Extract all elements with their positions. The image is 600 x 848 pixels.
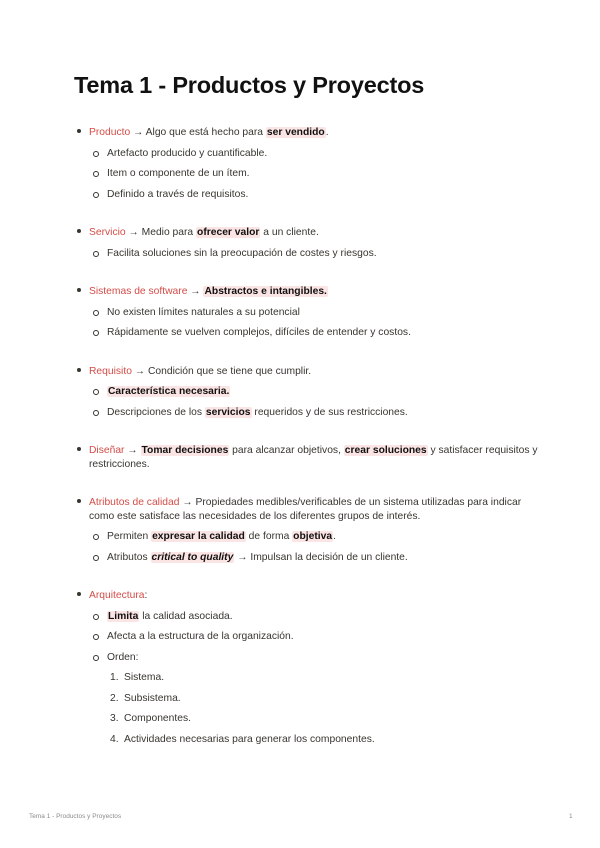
producto-strong: ser vendido — [266, 127, 325, 138]
term-servicio: Servicio — [89, 227, 126, 238]
list-item: Facilita soluciones sin la preocupación de costes y riesgos. — [89, 243, 544, 264]
arquitectura-order-list — [107, 667, 544, 749]
list-item: Definido a través de requisitos. — [89, 184, 544, 205]
list-item: Item o componente de un ítem. — [89, 163, 544, 184]
atributos-item1-strong1: expresar la calidad — [152, 531, 245, 542]
section-requisito — [74, 363, 544, 423]
section-disenar — [74, 442, 544, 474]
sistemas-sublist — [89, 302, 544, 343]
list-item: No existen límites naturales a su potencial — [89, 302, 544, 323]
producto-end: . — [325, 127, 329, 138]
order-text: Actividades necesarias para generar los componentes. — [124, 733, 375, 745]
list-item: Rápidamente se vuelven complejos, difíciles de entender y costos. — [89, 322, 544, 343]
disenar-mid1: para alcanzar objetivos, — [229, 445, 344, 456]
order-number: 3. — [110, 713, 119, 724]
term-sistemas: Sistemas de software — [89, 286, 188, 297]
atributos-definition: → Propiedades medibles/verificables de un sistema utilizadas para indicar como este satisface las necesidades de los diferentes grupos de interés. — [89, 497, 522, 522]
atributos-item2-em: critical to quality — [151, 551, 234, 563]
atributos-item1-strong2: objetiva — [293, 531, 333, 542]
term-requisito: Requisito — [89, 365, 132, 377]
requisito-sublist — [89, 381, 544, 422]
ordered-item — [107, 667, 544, 688]
servicio-end: a un cliente. — [260, 227, 319, 238]
order-number: 1. — [110, 672, 119, 683]
order-text: Subsistema. — [124, 692, 181, 704]
disenar-strong1: Tomar decisiones — [141, 445, 229, 456]
arquitectura-orden-label: Orden: — [107, 651, 139, 663]
footer-title: Tema 1 - Productos y Proyectos — [29, 813, 122, 820]
atributos-item2-pre: Atributos — [107, 551, 151, 563]
list-item: Artefacto producido y cuantificable. — [89, 143, 544, 164]
requisito-definition: → Condición que se tiene que cumplir. — [131, 365, 312, 377]
producto-definition: → Algo que está hecho para — [130, 127, 266, 138]
atributos-sublist — [89, 526, 544, 567]
section-atributos — [74, 494, 544, 567]
order-number: 2. — [110, 692, 119, 704]
disenar-mid2: y satisfacer requisitos y restricciones. — [89, 445, 538, 470]
section-producto — [74, 124, 544, 204]
sistemas-arrow: → — [187, 286, 204, 297]
ordered-item — [107, 729, 544, 750]
sistemas-strong: Abstractos e intangibles. — [204, 286, 327, 297]
arquitectura-sublist — [89, 606, 544, 668]
requisito-item2-strong: servicios — [205, 406, 251, 418]
atributos-item1-end: . — [333, 531, 336, 542]
servicio-strong: ofrecer valor — [197, 227, 260, 238]
requisito-item2-post: requeridos y de sus restricciones. — [251, 406, 408, 418]
term-atributos: Atributos de calidad — [89, 497, 180, 508]
section-arquitectura — [74, 587, 544, 749]
disenar-strong2: crear soluciones — [344, 445, 427, 456]
list-item — [89, 526, 544, 547]
order-text: Sistema. — [124, 672, 165, 683]
section-servicio — [74, 224, 544, 263]
ordered-item — [107, 708, 544, 729]
atributos-item1-pre: Permiten — [107, 531, 152, 542]
list-item — [89, 402, 544, 423]
section-sistemas — [74, 283, 544, 343]
list-item — [89, 547, 544, 568]
document-body — [74, 124, 544, 749]
list-item: Afecta a la estructura de la organización. — [89, 626, 544, 647]
servicio-definition: → Medio para — [125, 227, 197, 238]
atributos-item1-mid: de forma — [245, 531, 293, 542]
requisito-item1-strong: Característica necesaria. — [108, 386, 230, 397]
arquitectura-colon: : — [144, 590, 148, 601]
servicio-sublist — [89, 243, 544, 264]
page-title: Tema 1 - Productos y Proyectos — [74, 72, 425, 98]
footer-page-number: 1 — [569, 813, 573, 820]
arquitectura-item1-strong: Limita — [108, 610, 139, 622]
requisito-item2-pre: Descripciones de los — [107, 406, 205, 418]
term-disenar: Diseñar — [89, 445, 125, 456]
term-producto: Producto — [89, 127, 131, 138]
list-item — [89, 606, 544, 627]
producto-sublist — [89, 143, 544, 205]
order-number: 4. — [110, 733, 119, 745]
ordered-item — [107, 688, 544, 709]
list-item — [89, 647, 544, 668]
atributos-item2-post: → Impulsan la decisión de un cliente. — [234, 551, 408, 563]
disenar-arrow: → — [124, 445, 141, 456]
section-list — [74, 124, 544, 749]
arquitectura-item1-post: la calidad asociada. — [139, 610, 233, 622]
list-item — [89, 381, 544, 402]
term-arquitectura: Arquitectura — [89, 590, 145, 601]
order-text: Componentes. — [124, 713, 191, 724]
